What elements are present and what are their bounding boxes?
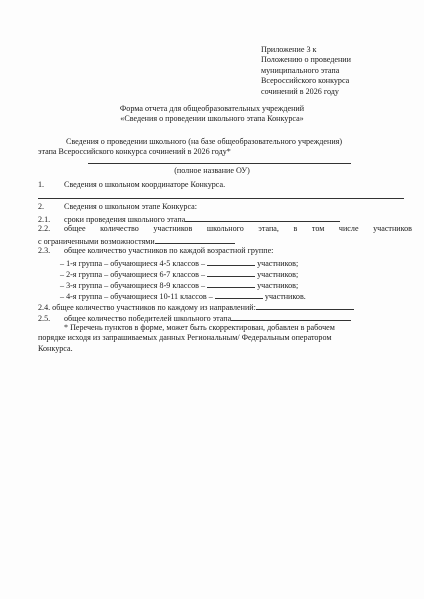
- item-number: 2.2.: [38, 224, 51, 233]
- item-text: Сведения о школьном этапе Конкурса:: [64, 202, 198, 211]
- form-title: [0, 104, 424, 125]
- dates-field[interactable]: [185, 213, 340, 222]
- item-text: общее количество участников по каждой возрастной группе:: [64, 246, 274, 255]
- item-number: 2.3.: [38, 246, 51, 255]
- directions-field[interactable]: [256, 301, 354, 310]
- group-text: – 1-я группа – обучающиеся 4-5 классов –: [60, 259, 206, 268]
- item-text: 2.4. общее количество участников по каждому из направлений:: [38, 303, 256, 312]
- footnote-line3: Конкурса.: [38, 343, 73, 353]
- item-1: [38, 180, 225, 190]
- group-suffix: участников.: [264, 292, 306, 301]
- item-number: 2.1.: [38, 215, 51, 224]
- winners-field[interactable]: [231, 312, 351, 321]
- appendix-line: муниципального этапа: [261, 65, 340, 75]
- appendix-reference: [261, 45, 411, 97]
- participants-count-field[interactable]: [155, 235, 235, 244]
- footnote: [38, 323, 412, 354]
- item-text: сроки проведения школьного этапа: [64, 215, 186, 224]
- item-2: [38, 202, 197, 212]
- form-title-line2: «Сведения о проведении школьного этапа Конкурса»: [120, 114, 304, 124]
- group-count-field[interactable]: [207, 268, 255, 277]
- ou-name-caption: (полное название ОУ): [174, 166, 250, 175]
- item-text: с ограниченными возможностями: [38, 237, 155, 246]
- group-suffix: участников;: [257, 281, 299, 290]
- group-text: – 2-я группа – обучающиеся 6-7 классов –: [60, 270, 206, 279]
- group-suffix: участников;: [257, 259, 299, 268]
- group-suffix: участников;: [257, 270, 299, 279]
- appendix-line: Всероссийского конкурса: [261, 76, 350, 86]
- appendix-line: Приложение 3 к: [261, 45, 317, 54]
- coordinator-field[interactable]: [38, 198, 404, 199]
- ou-name-field[interactable]: [88, 163, 351, 164]
- group-count-field[interactable]: [215, 290, 263, 299]
- item-2-3: [38, 246, 273, 256]
- group-text: – 4-я группа – обучающиеся 10-11 классов –: [60, 292, 213, 301]
- item-2-2: [38, 224, 412, 234]
- item-number: 2.: [38, 202, 45, 211]
- group-text: – 3-я группа – обучающиеся 8-9 классов –: [60, 281, 206, 290]
- footnote-line1: * Перечень пунктов в форме, может быть скорректирован, добавлен в рабочем: [64, 323, 335, 332]
- intro-line2: этапа Всероссийского конкурса сочинений в 2026 году*: [38, 147, 231, 157]
- intro-line1: Сведения о проведении школьного (на базе общеобразовательного учреждения): [66, 137, 343, 146]
- group-count-field[interactable]: [207, 279, 255, 288]
- item-text: общее количество участников школьного этапа, в том числе участников: [64, 224, 412, 233]
- footnote-line2: порядке исходя из запрашиваемых данных Региональным/ Федеральным оператором: [38, 333, 332, 343]
- intro-paragraph: [38, 137, 412, 158]
- form-title-line1: Форма отчета для общеобразовательных учреждений: [119, 104, 305, 113]
- appendix-line: сочинений в 2026 году: [261, 86, 339, 96]
- item-number: 2.5.: [38, 314, 51, 323]
- item-text: Сведения о школьном координаторе Конкурса.: [64, 180, 226, 189]
- appendix-line: Положению о проведении: [261, 55, 351, 65]
- item-number: 1.: [38, 180, 45, 189]
- item-text: общее количество победителей школьного этапа: [64, 314, 232, 323]
- group-count-field[interactable]: [207, 257, 255, 266]
